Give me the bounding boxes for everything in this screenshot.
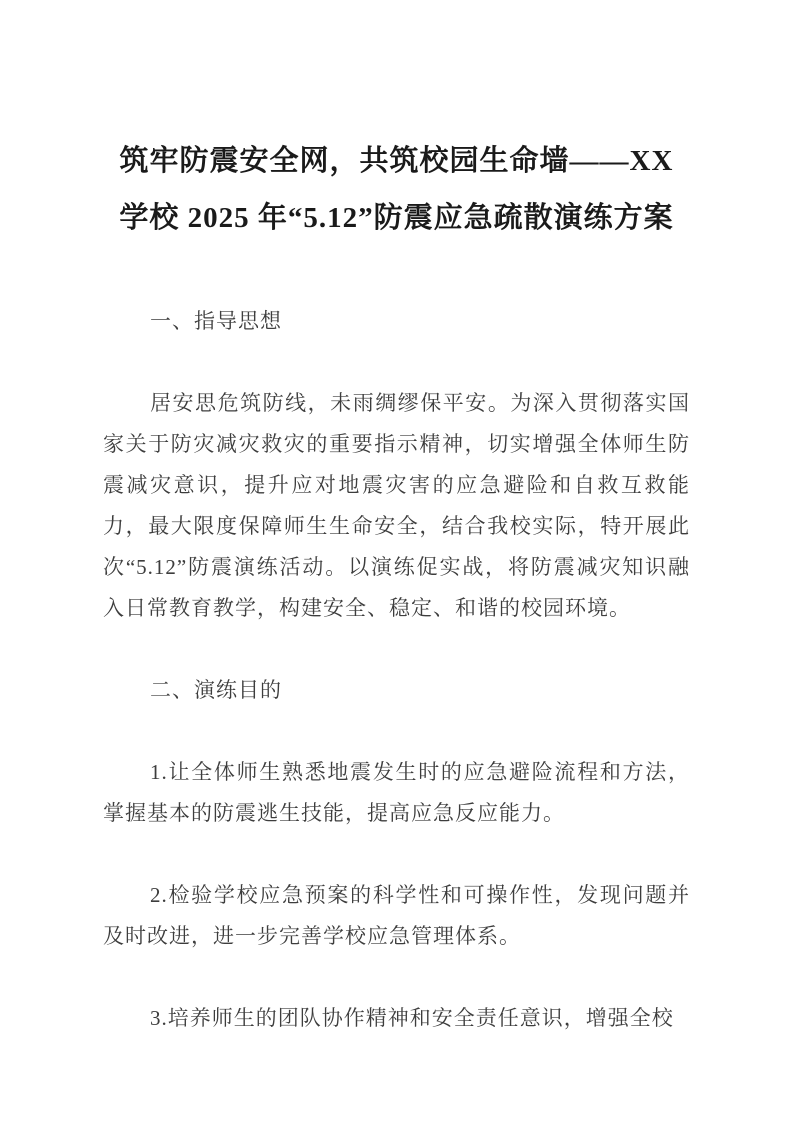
paragraph-purpose-item-1: 1.让全体师生熟悉地震发生时的应急避险流程和方法，掌握基本的防震逃生技能，提高应急反应能力。 (103, 760, 690, 826)
section-heading-guiding-ideology: 一、指导思想 (150, 309, 282, 334)
paragraph-guiding-ideology: 居安思危筑防线，未雨绸缪保平安。为深入贯彻落实国家关于防灾减灾救灾的重要指示精神，切实增强全体师生防震减灾意识，提升应对地震灾害的应急避险和自救互救能力，最大限度保障师生生命安全，结合我校实际，特开展此次“5.12”防震演练活动。以演练促实战，将防震减灾知识融入日常教育教学，构建安全、稳定、和谐的校园环境。 (103, 391, 690, 621)
section-heading-drill-purpose: 二、演练目的 (150, 678, 282, 703)
paragraph-purpose-item-3: 3.培养师生的团队协作精神和安全责任意识，增强全校 (150, 1006, 674, 1031)
document-title (103, 133, 690, 247)
paragraph-purpose-item-2: 2.检验学校应急预案的科学性和可操作性，发现问题并及时改进，进一步完善学校应急管理体系。 (103, 883, 690, 949)
document-title-line-2: 学校 2025 年“5.12”防震应急疏散演练方案 (119, 202, 674, 235)
document-title-line-1: 筑牢防震安全网，共筑校园生命墙——XX (119, 145, 674, 178)
